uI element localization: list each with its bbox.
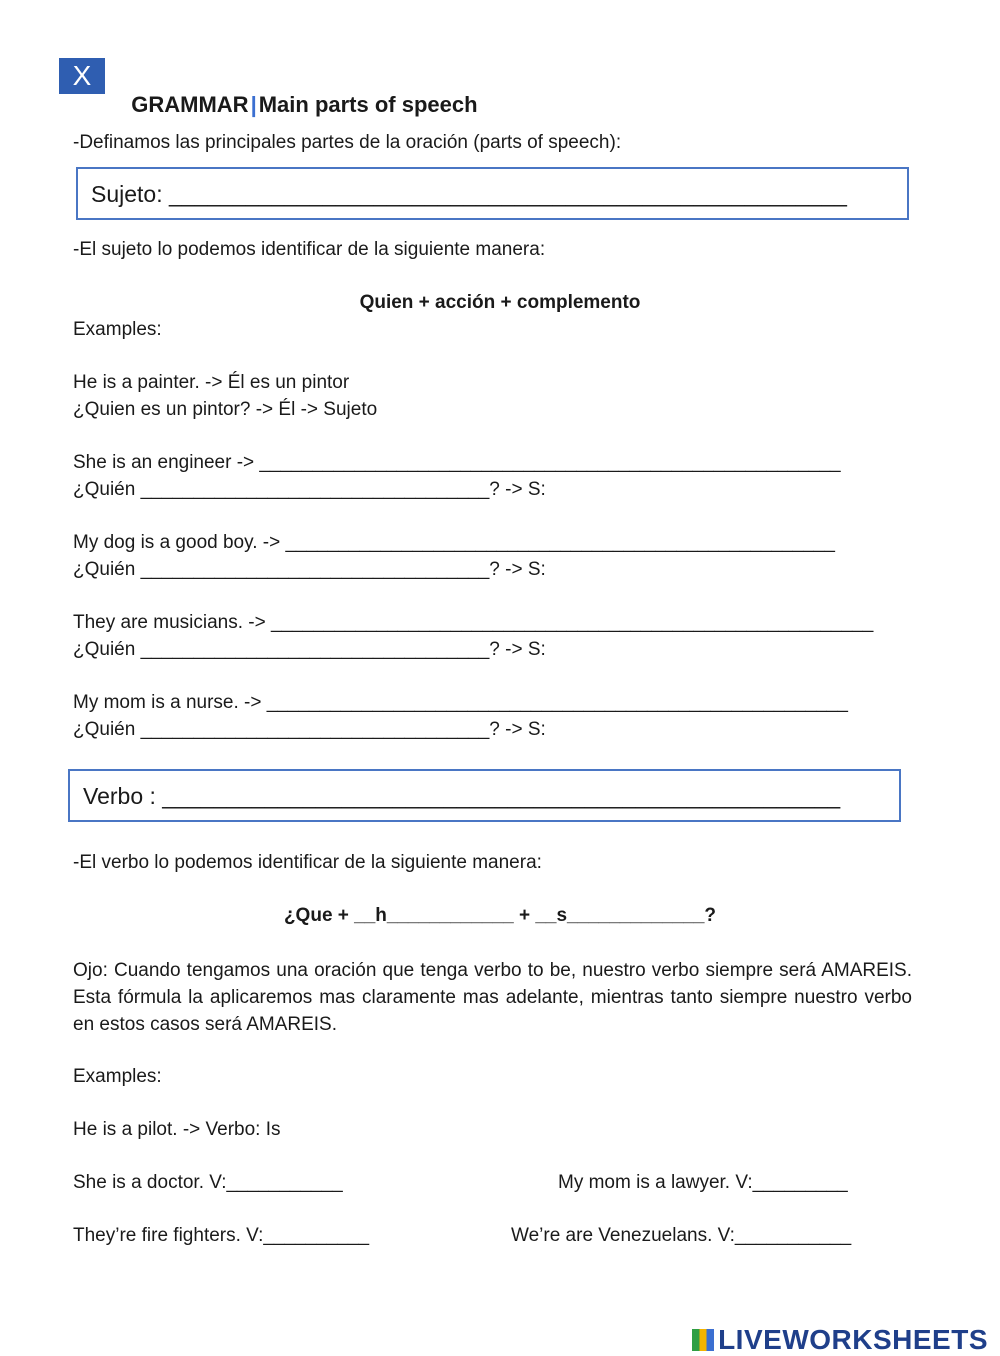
sujeto-example-line: ¿Quien es un pintor? -> Él -> Sujeto [73,399,378,420]
intro-text: -Definamos las principales partes de la oración (parts of speech): [73,132,622,153]
title-separator: | [250,92,257,117]
verbo-example: He is a pilot. -> Verbo: Is [73,1119,281,1140]
sujeto-exercise-sentence[interactable]: My dog is a good boy. -> ____________________________________________________ [73,532,835,553]
title-main: Main parts of speech [258,92,478,117]
verbo-exercise[interactable]: She is a doctor. V:___________ [73,1172,343,1193]
liveworksheets-logo-icon [692,1329,714,1351]
page-title [119,63,478,119]
sujeto-examples-label: Examples: [73,319,162,340]
verbo-formula[interactable]: ¿Que + __h____________ + __s_____________? [283,905,717,926]
sujeto-exercise-question[interactable]: ¿Quién _________________________________? -> S: [73,639,546,660]
verbo-exercise[interactable]: My mom is a lawyer. V:_________ [558,1172,848,1193]
sujeto-exercise-question[interactable]: ¿Quién _________________________________? -> S: [73,559,546,580]
sujeto-label: Sujeto: _____________________________________________________ [91,181,847,207]
title-grammar: GRAMMAR [131,92,249,117]
verbo-label: Verbo : _____________________________________________________ [83,783,841,809]
liveworksheets-logo [676,1292,988,1356]
sujeto-exercise-question[interactable]: ¿Quién _________________________________? -> S: [73,479,546,500]
verbo-exercise[interactable]: They’re fire fighters. V:__________ [73,1225,370,1246]
sujeto-exercise-sentence[interactable]: My mom is a nurse. -> _______________________________________________________ [73,692,848,713]
verbo-identify-text: -El verbo lo podemos identificar de la siguiente manera: [73,852,542,873]
sujeto-example-line: He is a painter. -> Él es un pintor [73,372,350,393]
verbo-exercise[interactable]: We’re are Venezuelans. V:___________ [511,1225,852,1246]
verbo-note-paragraph: Ojo: Cuando tengamos una oración que tenga verbo to be, nuestro verbo siempre será AMAREIS. Esta fórmula la aplicaremos mas claramente mas adelante, mientras tanto siempre nuestro verbo en estos casos será AMAREIS. [73,960,912,1035]
sujeto-identify-text: -El sujeto lo podemos identificar de la siguiente manera: [73,239,546,260]
section-badge: X [59,58,105,94]
sujeto-exercise-question[interactable]: ¿Quién _________________________________? -> S: [73,719,546,740]
verbo-box[interactable] [68,769,901,822]
verbo-examples-label: Examples: [73,1066,162,1087]
sujeto-box[interactable] [76,167,909,220]
liveworksheets-logo-text: LIVEWORKSHEETS [718,1324,988,1355]
sujeto-exercise-sentence[interactable]: She is an engineer -> _______________________________________________________ [73,452,841,473]
sujeto-formula: Quien + acción + complemento [359,292,641,313]
sujeto-exercise-sentence[interactable]: They are musicians. -> _________________________________________________________ [73,612,874,633]
